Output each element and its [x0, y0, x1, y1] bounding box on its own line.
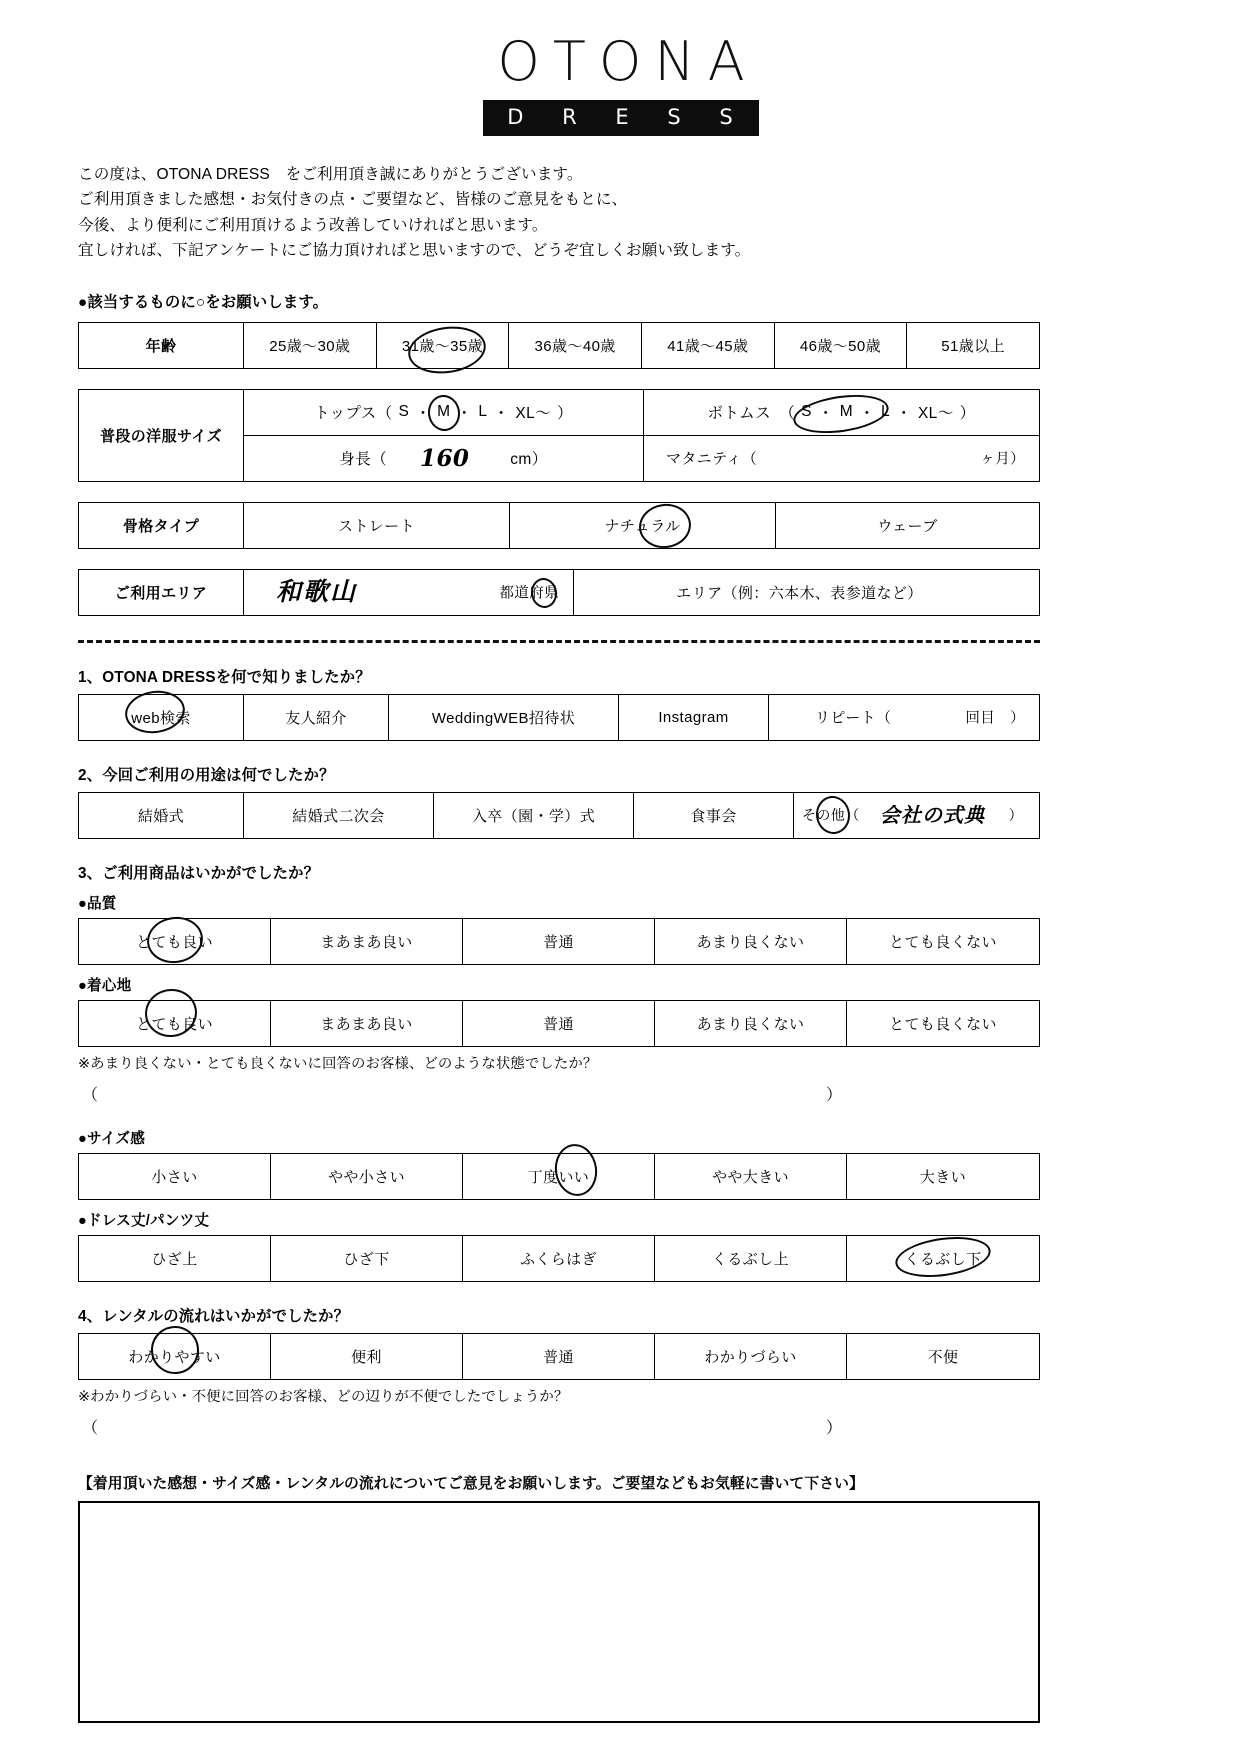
q3-comfort-paren-close: ） [825, 1086, 842, 1104]
q3-comfort-option-0-label: とても良い [135, 1015, 213, 1033]
bottoms-letter-S[interactable] [798, 403, 815, 421]
q4-option-3-label: わかりづらい [704, 1348, 797, 1366]
clothing-size-table [78, 389, 1040, 482]
bone-type-option-0-label: ストレート [337, 517, 415, 535]
dot-sep: ・ [415, 405, 432, 423]
dot-sep: ・ [817, 405, 834, 423]
q2-option-0-label: 結婚式 [137, 807, 185, 825]
q3-comfort-free-answer[interactable] [82, 1082, 842, 1105]
age-option-5-label: 51歳以上 [941, 337, 1005, 355]
q1-title: 1、OTONA DRESSを何で知りましたか？ [78, 668, 371, 686]
q3-length-option-2[interactable] [463, 1235, 655, 1281]
q3-comfort-table [78, 1000, 1040, 1047]
q3-quality-table [78, 918, 1040, 965]
age-label: 年齢 [79, 322, 244, 368]
dashed-divider [78, 640, 1040, 643]
table-row [79, 1153, 1040, 1199]
age-option-4-label: 46歳〜50歳 [799, 337, 882, 355]
bottoms-letter-XL[interactable]: XL〜 [917, 405, 954, 423]
q3-comfort-paren-open: （ [82, 1086, 99, 1104]
q2-table [78, 792, 1040, 839]
age-option-3[interactable] [641, 322, 774, 368]
q1-option-2-label: WeddingWEB招待状 [431, 709, 576, 727]
bone-type-option-1-label: ナチュラル [604, 517, 681, 535]
bottoms-letter-S-label: S [801, 403, 812, 421]
bone-type-option-0[interactable] [244, 502, 510, 548]
age-option-3-label: 41歳〜45歳 [667, 337, 749, 355]
q3-comfort-option-1-label: まあまあ良い [320, 1015, 413, 1033]
q4-option-1-label: 便利 [351, 1348, 382, 1366]
area-table [78, 569, 1040, 616]
bottoms-prefix: ボトムス （ [707, 405, 796, 423]
q3-quality-option-1[interactable] [271, 918, 463, 964]
age-option-0-label: 25歳〜30歳 [269, 337, 351, 355]
age-option-5[interactable] [907, 322, 1040, 368]
q3-fit-option-0-label: 小さい [151, 1168, 198, 1186]
q4-paren-close: ） [825, 1419, 842, 1437]
q4-option-4-label: 不便 [927, 1348, 959, 1366]
q2-option-other[interactable] [794, 792, 1040, 838]
q3-comfort-option-3-label: あまり良くない [696, 1015, 805, 1033]
q3-title: 3、ご利用商品はいかがでしたか？ [78, 864, 320, 882]
q3-length-option-2-label: ふくらはぎ [519, 1250, 597, 1268]
q3-length-option-4-label: くるぶし下 [904, 1250, 982, 1268]
table-row [79, 1000, 1040, 1046]
q4-paren-open: （ [82, 1419, 99, 1437]
age-option-1-label: 31歳〜35歳 [401, 337, 484, 355]
q3-fit-option-1[interactable] [271, 1153, 463, 1199]
table-row [79, 322, 1040, 368]
q4-option-2-label: 普通 [543, 1348, 574, 1366]
q2-option-2[interactable] [434, 792, 634, 838]
q3-quality-option-0[interactable] [79, 918, 271, 964]
q3-comfort-option-3[interactable] [655, 1000, 847, 1046]
intro-line-4: 宜しければ、下記アンケートにご協力頂ければと思いますので、どうぞ宜しくお願い致します。 [78, 242, 751, 260]
area-detail-cell[interactable] [574, 569, 1040, 615]
q3-length-option-0-label: ひざ上 [151, 1250, 198, 1268]
table-row [79, 389, 1040, 435]
tops-suffix: ） [557, 405, 573, 423]
comment-box-area[interactable] [78, 1501, 1040, 1723]
bone-type-option-2-label: ウェーブ [877, 517, 938, 535]
q1-option-3-label: Instagram [658, 708, 729, 726]
height-prefix: 身長（ [339, 451, 388, 469]
q3-quality-option-4[interactable] [847, 918, 1040, 964]
bottoms-letter-L[interactable]: L [881, 403, 891, 421]
table-row [79, 792, 1040, 838]
q2-other-label: その他（ [802, 807, 860, 824]
q3-length-option-3-label: くるぶし上 [711, 1250, 789, 1268]
q2-option-1-label: 結婚式二次会 [292, 807, 385, 825]
q3-comfort-option-4[interactable] [847, 1000, 1040, 1046]
q2-title: 2、今回ご利用の用途は何でしたか？ [78, 766, 335, 784]
q1-table [78, 694, 1040, 741]
maternity-unit: ヶ月） [980, 451, 1025, 468]
q3-comfort-note: ※あまり良くない・とても良くないに回答のお客様、どのような状態でしたか？ [78, 1055, 598, 1072]
maternity-cell[interactable] [644, 435, 1040, 481]
dot-sep: ・ [896, 405, 912, 423]
q3-quality-label: ●品質 [78, 895, 117, 912]
q3-quality-option-2-label: 普通 [543, 933, 574, 951]
q1-repeat-label: リピート（ [815, 709, 892, 727]
q3-comfort-option-1[interactable] [271, 1000, 463, 1046]
table-row [79, 1235, 1040, 1281]
tops-size-cell[interactable] [244, 389, 644, 435]
q3-length-option-0[interactable] [79, 1235, 271, 1281]
q2-option-0[interactable] [79, 792, 244, 838]
bone-type-label: 骨格タイプ [79, 502, 244, 548]
q3-quality-option-4-label: とても良くない [889, 933, 997, 951]
q3-length-table [78, 1235, 1040, 1282]
age-option-2[interactable] [509, 322, 642, 368]
q3-fit-table [78, 1153, 1040, 1200]
q4-option-4[interactable] [847, 1333, 1040, 1379]
q3-quality-option-0-label: とても良い [135, 933, 213, 951]
age-option-1[interactable] [376, 322, 509, 368]
q3-fit-option-3-label: やや大きい [711, 1168, 789, 1186]
q1-option-4-repeat[interactable] [769, 694, 1040, 740]
dot-sep: ・ [859, 405, 875, 423]
q3-fit-option-2[interactable] [463, 1153, 655, 1199]
tops-letter-XL[interactable]: XL〜 [515, 405, 551, 423]
age-option-4[interactable] [774, 322, 907, 368]
table-row [79, 694, 1040, 740]
q3-length-option-3[interactable] [655, 1235, 847, 1281]
q4-title: 4、レンタルの流れはいかがでしたか？ [78, 1307, 350, 1325]
intro-line-3: 今後、より便利にご利用頂けるよう改善していければと思います。 [78, 216, 548, 234]
q4-free-answer[interactable] [82, 1415, 842, 1438]
q2-option-2-label: 入卒（園・学）式 [471, 807, 596, 825]
q1-repeat-suffix: 回目 ） [965, 710, 1025, 727]
q4-option-0-label: わかりやすい [128, 1348, 221, 1366]
q3-comfort-option-0[interactable] [79, 1000, 271, 1046]
tops-prefix: トップス（ [314, 405, 393, 423]
q3-fit-option-4-label: 大きい [919, 1168, 967, 1186]
circle-instruction: ●該当するものに○をお願いします。 [78, 293, 329, 311]
tops-letter-M[interactable] [434, 403, 453, 421]
q3-comfort-option-4-label: とても良くない [889, 1015, 997, 1033]
q1-option-1[interactable] [244, 694, 389, 740]
q4-option-0[interactable] [79, 1333, 271, 1379]
maternity-prefix: マタニティ（ [666, 450, 758, 468]
q1-option-0[interactable] [79, 694, 244, 740]
q2-option-3-label: 食事会 [690, 807, 737, 825]
q1-option-1-label: 友人紹介 [285, 709, 347, 727]
q3-quality-option-1-label: まあまあ良い [320, 933, 413, 951]
intro-paragraph [78, 162, 1078, 264]
bottoms-size-cell[interactable] [644, 389, 1040, 435]
clothing-size-label: 普段の洋服サイズ [79, 389, 244, 481]
q1-option-3[interactable] [619, 694, 769, 740]
height-value: 160 [420, 444, 470, 472]
q2-option-3[interactable] [634, 792, 794, 838]
q1-option-2[interactable] [389, 694, 619, 740]
q4-note: ※わかりづらい・不便に回答のお客様、どの辺りが不便でしたでしょうか？ [78, 1388, 569, 1405]
bone-type-table [78, 502, 1040, 549]
q3-fit-option-4[interactable] [847, 1153, 1040, 1199]
area-label: ご利用エリア [79, 569, 244, 615]
intro-line-2: ご利用頂きました感想・お気付きの点・ご要望など、皆様のご意見をもとに、 [78, 191, 628, 209]
brand-logo [0, 0, 1242, 136]
q4-option-1[interactable] [271, 1333, 463, 1379]
q4-option-2[interactable] [463, 1333, 655, 1379]
age-option-2-label: 36歳〜40歳 [534, 337, 616, 355]
q3-length-option-1-label: ひざ下 [343, 1250, 390, 1268]
prefecture-value: 和歌山 [276, 577, 358, 607]
q1-option-0-label: web検索 [131, 709, 191, 727]
bottoms-suffix: ） [959, 405, 976, 423]
comment-box-title: 【着用頂いた感想・サイズ感・レンタルの流れについてご意見をお願いします。ご要望などもお気軽に書いて下さい】 [78, 1475, 864, 1492]
q3-length-label: ●ドレス丈/パンツ丈 [78, 1212, 210, 1229]
q3-fit-option-3[interactable] [655, 1153, 847, 1199]
table-row [79, 502, 1040, 548]
q3-fit-option-0[interactable] [79, 1153, 271, 1199]
q3-comfort-option-2[interactable] [463, 1000, 655, 1046]
table-row [79, 918, 1040, 964]
tops-letter-M-label: M [437, 403, 451, 421]
q3-comfort-label: ●着心地 [78, 977, 132, 994]
q3-fit-option-1-label: やや小さい [327, 1168, 405, 1186]
dot-sep: ・ [493, 405, 510, 423]
tops-letter-L[interactable]: L [478, 403, 488, 421]
height-unit: cm） [510, 451, 548, 469]
logo-otona-text: OTONA [497, 30, 758, 93]
q2-other-value: 会社の式典 [880, 802, 985, 827]
bone-type-option-1[interactable] [510, 502, 776, 548]
height-cell[interactable] [244, 435, 644, 481]
q3-quality-option-2[interactable] [463, 918, 655, 964]
bottoms-letter-M[interactable]: M [839, 403, 854, 421]
q3-fit-option-2-label: 丁度いい [527, 1168, 590, 1186]
q4-option-3[interactable] [655, 1333, 847, 1379]
logo-dress-text: D R E S S [483, 100, 758, 136]
prefecture-unit-label: 都道府県 [499, 585, 559, 602]
prefecture-cell[interactable] [244, 569, 574, 615]
q3-quality-option-3[interactable] [655, 918, 847, 964]
age-option-0[interactable] [244, 322, 377, 368]
q3-fit-label: ●サイズ感 [78, 1130, 146, 1147]
q3-comfort-option-2-label: 普通 [543, 1015, 574, 1033]
q2-option-1[interactable] [244, 792, 434, 838]
q3-length-option-1[interactable] [271, 1235, 463, 1281]
q3-length-option-4[interactable] [847, 1235, 1040, 1281]
age-table [78, 322, 1040, 369]
tops-letter-S[interactable]: S [398, 403, 410, 421]
q4-table [78, 1333, 1040, 1380]
table-row [79, 569, 1040, 615]
table-row [79, 1333, 1040, 1379]
dot-sep: ・ [456, 405, 473, 423]
q3-quality-option-3-label: あまり良くない [696, 933, 805, 951]
q2-other-close: ） [1008, 807, 1023, 824]
bone-type-option-2[interactable] [776, 502, 1040, 548]
area-hint-label: エリア（例：六本木、表参道など） [676, 584, 923, 602]
intro-line-1: この度は、OTONA DRESS をご利用頂き誠にありがとうございます。 [78, 165, 583, 183]
